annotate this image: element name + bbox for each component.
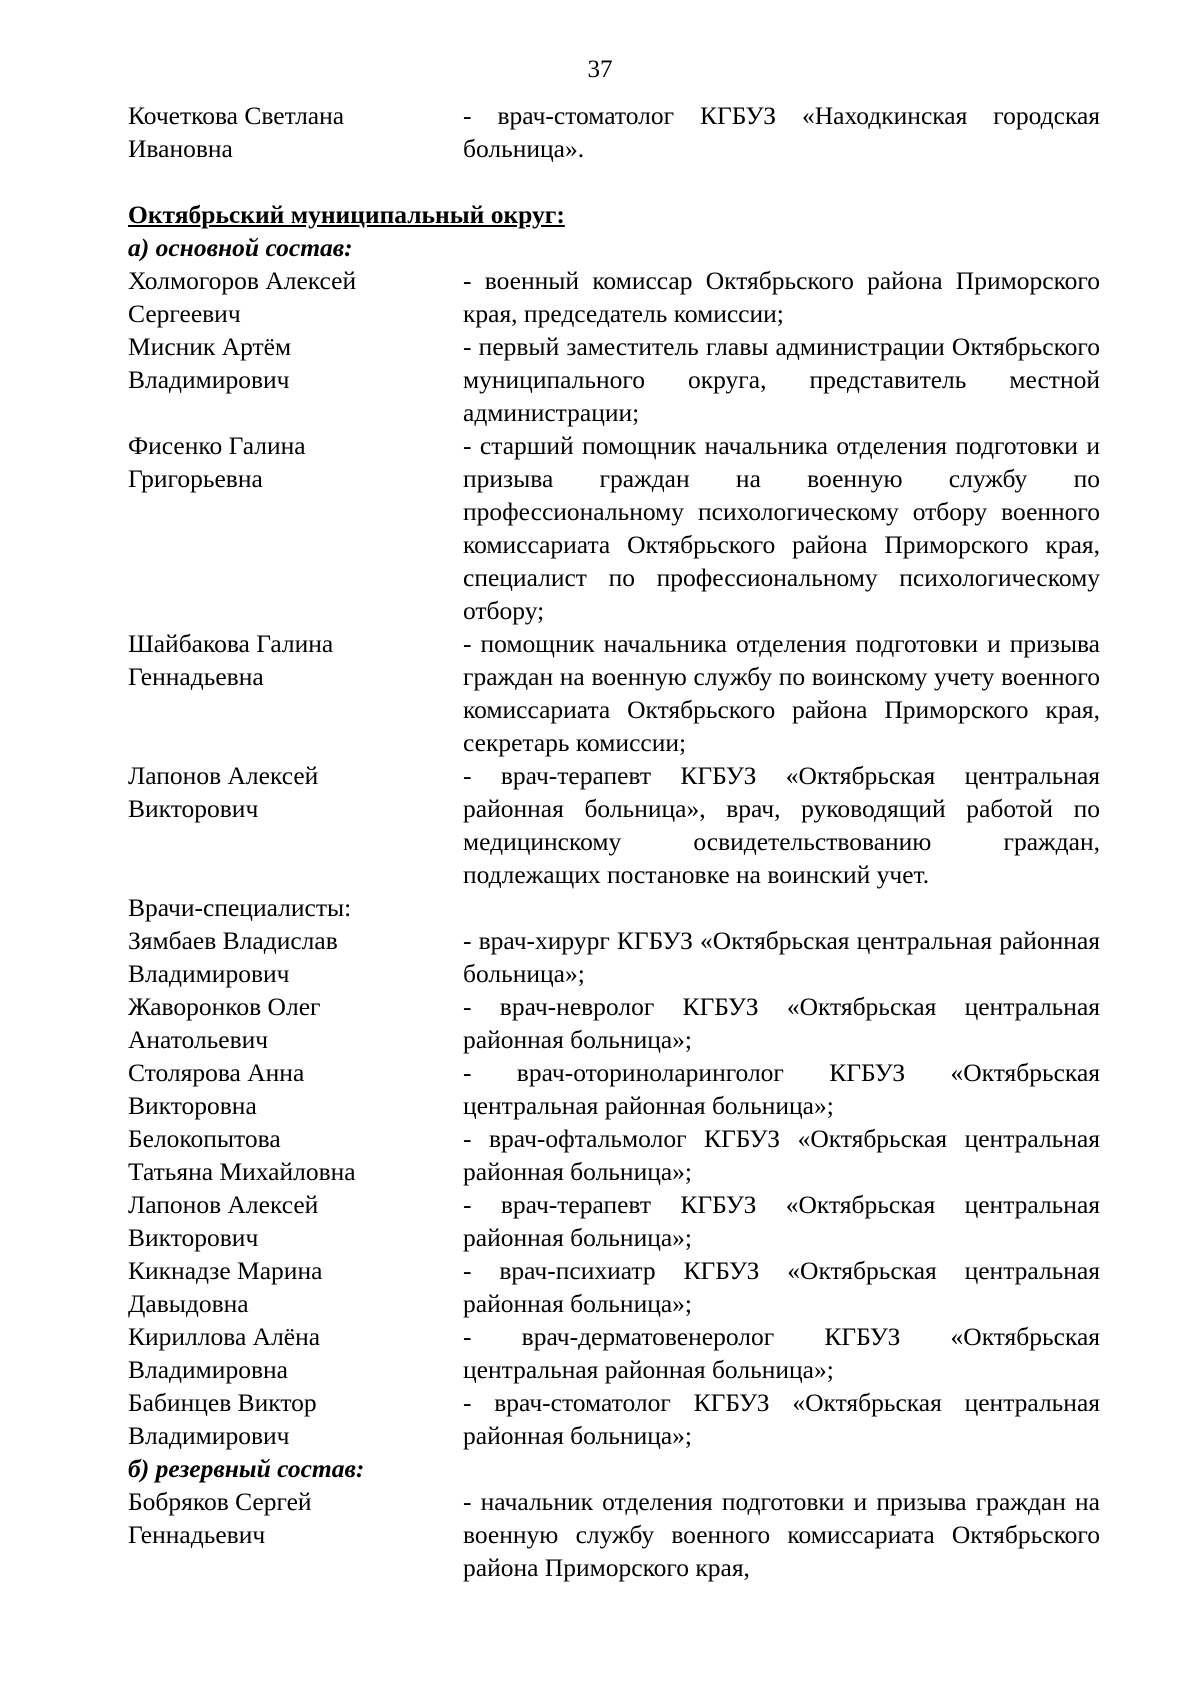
- member-name: Бобряков Сергей Геннадьевич: [128, 1487, 312, 1549]
- member-entry: [128, 924, 1100, 990]
- member-entry: [128, 1254, 1100, 1320]
- member-name: Лапонов Алексей Викторович: [128, 761, 319, 823]
- member-entry: [128, 1485, 1100, 1584]
- member-role: - врач-стоматолог КГБУЗ «Находкинская городская больница».: [463, 101, 1100, 163]
- member-name: Столярова Анна Викторовна: [128, 1058, 305, 1120]
- document-body: [128, 99, 1100, 1584]
- member-role: - старший помощник начальника отделения подготовки и призыва граждан на военную службу по профессиональному психологическому отбору военного комиссариата Октябрьского района Приморского края, специалист по профессиональному психологическому отбору;: [463, 431, 1100, 625]
- member-role: - врач-офтальмолог КГБУЗ «Октябрьская центральная районная больница»;: [463, 1124, 1100, 1186]
- member-role: - врач-терапевт КГБУЗ «Октябрьская центральная районная больница», врач, руководящий работой по медицинскому освидетельствованию граждан, подлежащих постановке на воинский учет.: [463, 761, 1100, 889]
- member-role: - врач-стоматолог КГБУЗ «Октябрьская центральная районная больница»;: [463, 1388, 1100, 1450]
- member-role: - врач-терапевт КГБУЗ «Октябрьская центральная районная больница»;: [463, 1190, 1100, 1252]
- member-name: Кочеткова Светлана Ивановна: [128, 101, 345, 163]
- member-name: Фисенко Галина Григорьевна: [128, 431, 306, 493]
- reserve-composition-heading: б) резервный состав:: [128, 1454, 365, 1483]
- member-entry: [128, 264, 1100, 330]
- main-members-list: [128, 264, 1100, 891]
- member-name: Кириллова Алёна Владимировна: [128, 1322, 321, 1384]
- member-role: - начальник отделения подготовки и призыва граждан на военную службу военного комиссариата Октябрьского района Приморского края,: [463, 1487, 1100, 1582]
- member-entry: [128, 990, 1100, 1056]
- member-entry: [128, 759, 1100, 891]
- member-role: - врач-хирург КГБУЗ «Октябрьская центральная районная больница»;: [463, 926, 1100, 988]
- member-name: Зямбаев Владислав Владимирович: [128, 926, 338, 988]
- member-entry: [128, 627, 1100, 759]
- member-role: - первый заместитель главы администрации Октябрьского муниципального округа, представитель местной администрации;: [463, 332, 1100, 427]
- main-composition-heading: а) основной состав:: [128, 233, 353, 262]
- section-title: Октябрьский муниципальный округ:: [128, 200, 565, 229]
- spacer: [128, 165, 1100, 198]
- member-entry: [128, 1122, 1100, 1188]
- member-entry: [128, 1188, 1100, 1254]
- member-name: Холмогоров Алексей Сергеевич: [128, 266, 357, 328]
- member-name: Жаворонков Олег Анатольевич: [128, 992, 321, 1054]
- member-name: Лапонов Алексей Викторович: [128, 1190, 319, 1252]
- member-role: - врач-психиатр КГБУЗ «Октябрьская центральная районная больница»;: [463, 1256, 1100, 1318]
- member-name: Шайбакова Галина Геннадьевна: [128, 629, 334, 691]
- member-entry: [128, 99, 1100, 165]
- member-name: Бабинцев Виктор Владимирович: [128, 1388, 317, 1450]
- member-entry: [128, 1386, 1100, 1452]
- member-entry: [128, 429, 1100, 627]
- member-entry: [128, 1056, 1100, 1122]
- member-role: - военный комиссар Октябрьского района Приморского края, председатель комиссии;: [463, 266, 1100, 328]
- member-name: Мисник Артём Владимирович: [128, 332, 292, 394]
- member-role: - врач-дерматовенеролог КГБУЗ «Октябрьская центральная районная больница»;: [463, 1322, 1100, 1384]
- member-role: - помощник начальника отделения подготовки и призыва граждан на военную службу по воинскому учету военного комиссариата Октябрьского района Приморского края, секретарь комиссии;: [463, 629, 1100, 757]
- member-role: - врач-невролог КГБУЗ «Октябрьская центральная районная больница»;: [463, 992, 1100, 1054]
- reserve-members-list: [128, 1485, 1100, 1584]
- member-entry: [128, 330, 1100, 429]
- member-role: - врач-оториноларинголог КГБУЗ «Октябрьская центральная районная больница»;: [463, 1058, 1100, 1120]
- specialists-list: [128, 924, 1100, 1452]
- page-number: 37: [587, 56, 613, 83]
- member-entry: [128, 1320, 1100, 1386]
- member-name: Кикнадзе Марина Давыдовна: [128, 1256, 323, 1318]
- specialists-heading: Врачи-специалисты:: [128, 893, 352, 922]
- member-name: Белокопытова Татьяна Михайловна: [128, 1124, 356, 1186]
